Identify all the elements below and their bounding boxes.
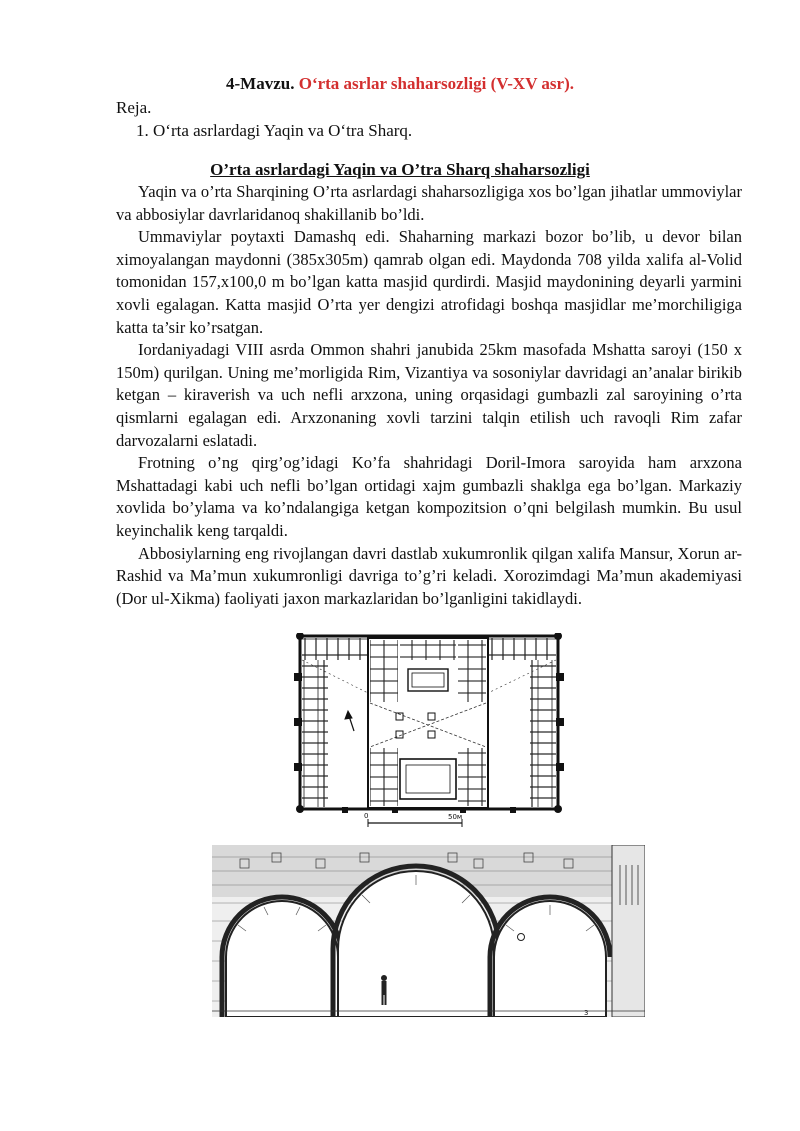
scale-zero-label: 0 <box>364 812 369 820</box>
paragraph: Ummaviylar poytaxti Damashq edi. Shaharning markazi bozor bo’lib, u devor bilan ximoyalangan maydonni (385x305m) qamrab olgan edi. Maydonda 708 yilda xalifa al-Volid tomonidan 157,x100,0 m bo’lgan katta masjid qurdirdi. Masjid maydonining deyarli yarmini xovli egalagan. Katta masjid O’rta yer dengizi atrofidagi boshqa masjidlar me’morchiligiga katta ta’sir ko’rsatgan. <box>116 227 742 337</box>
page-title <box>0 74 800 94</box>
triple-arch-facade-figure <box>212 845 645 1017</box>
topic-label: 4-Mavzu. <box>226 74 295 93</box>
scale-distance-label: 50м <box>448 813 463 821</box>
paragraph: Abbosiylarning eng rivojlangan davri dastlab xukumronlik qilgan xalifa Mansur, Xorun ar-Rashid va Ma’mun xukumronligi davriga to’g’ri keladi. Xorozimdagi Ma’mun akademiyasi (Dor ul-Xikma) faoliyati jaxon markazlaridan bo’lganligini takidlaydi. <box>116 543 742 608</box>
paragraph: Frotning o’ng qirg’og’idagi Ko’fa shahridagi Doril-Imora saroyida ham arxzona Mshattadagi kabi uch nefli bo’lgan ortidagi xajm gumbazli shaklga ega bo’lgan. Markaziy xovlida bo’ylama va ko’ndalangiga ketgan kompozitsion o’qni belgilash mumkin. Bu usul keyinchalik keng tarqaldi. <box>116 453 742 540</box>
body-text <box>116 181 742 610</box>
paragraph: Yaqin va o’rta Sharqining O’rta asrlardagi shaharsozligiga xos bo’lgan jihatlar ummoviylar va abbosiylar davrlaridanoq shakillanib bo’ldi. <box>116 182 742 224</box>
palace-floor-plan-figure <box>272 633 642 838</box>
paragraph: Iordaniyadagi VIII asrda Ommon shahri janubida 25km masofada Mshatta saroyi (150 x 150m) qurilgan. Uning me’morligida Rim, Vizantiya va sosoniylar davridagi an’analar birikib ketgan – kiraverish va uch nefli arxzona, uning orqasidagi gumbazli zal saroyining o’rta qismlarni egalagan edi. Arxzonaning xovli tarzini talqin etilish uch ravoqli Rim zafar darvozalarni eslatadi. <box>116 340 742 450</box>
plan-label: Reja. <box>116 98 152 117</box>
plan-item: 1. O‘rta asrlardagi Yaqin va O‘tra Sharq. <box>136 121 413 140</box>
topic-title: O‘rta asrlar shaharsozligi (V-XV asr). <box>298 74 574 93</box>
figure-number-label: 3 <box>584 1009 589 1017</box>
section-heading: O’rta asrlardagi Yaqin va O’tra Sharq shaharsozligi <box>210 160 590 179</box>
